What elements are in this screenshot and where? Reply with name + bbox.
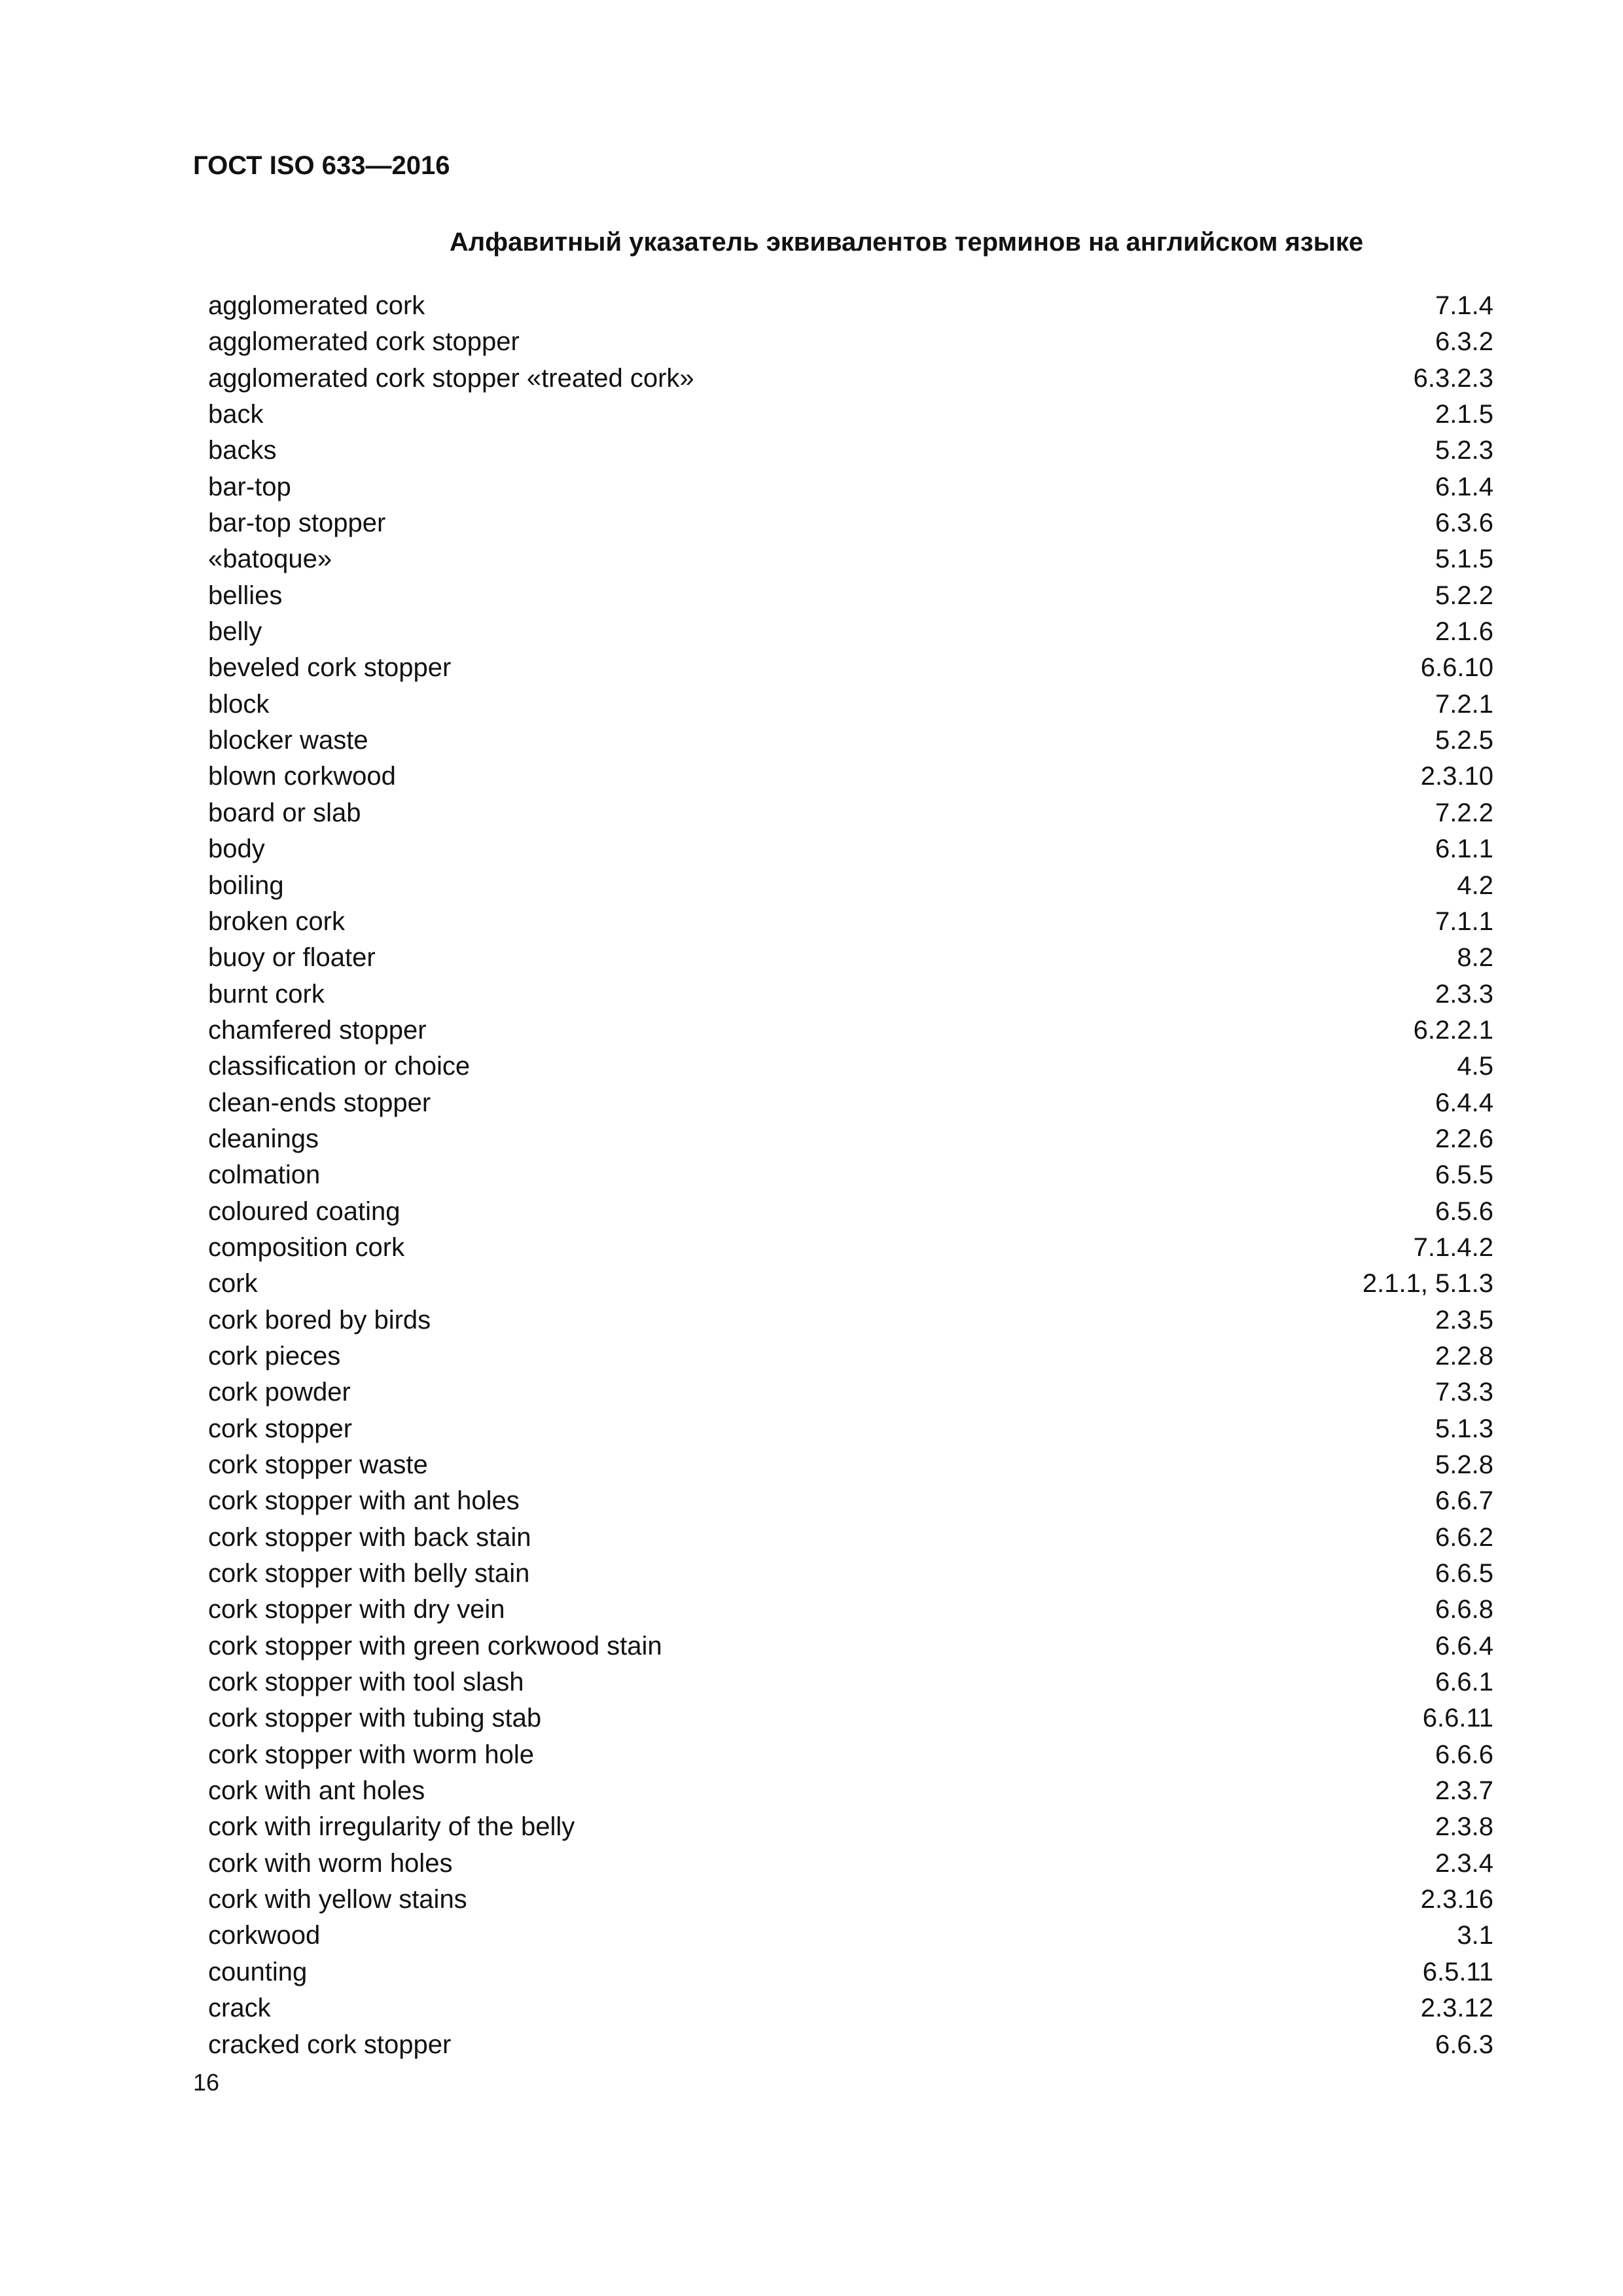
index-term: backs (208, 436, 277, 465)
index-entry (208, 1483, 1493, 1519)
index-reference: 6.2.2.1 (1413, 1015, 1493, 1045)
index-reference: 5.2.5 (1435, 726, 1493, 755)
index-reference: 2.1.5 (1435, 400, 1493, 429)
index-term: agglomerated cork stopper «treated cork» (208, 363, 694, 393)
index-entry (208, 541, 1493, 577)
index-term: burnt cork (208, 979, 325, 1009)
index-term: cork with yellow stains (208, 1885, 467, 1914)
index-term: cork stopper with belly stain (208, 1559, 530, 1588)
index-reference: 5.2.2 (1435, 581, 1493, 610)
index-entry (208, 1266, 1493, 1302)
index-reference: 6.6.2 (1435, 1522, 1493, 1552)
index-reference: 6.6.7 (1435, 1486, 1493, 1516)
index-entry (208, 1230, 1493, 1266)
index-entry (208, 1520, 1493, 1556)
index-entry (208, 469, 1493, 505)
index-reference: 7.1.1 (1435, 906, 1493, 936)
index-term: cracked cork stopper (208, 2030, 452, 2059)
index-reference: 2.3.7 (1435, 1776, 1493, 1806)
index-entry (208, 614, 1493, 650)
index-reference: 2.1.1, 5.1.3 (1362, 1269, 1493, 1299)
index-reference: 5.2.3 (1435, 436, 1493, 465)
index-reference: 7.1.4.2 (1413, 1232, 1493, 1262)
index-entry (208, 1157, 1493, 1193)
index-entry (208, 324, 1493, 360)
index-reference: 2.2.6 (1435, 1124, 1493, 1153)
index-reference: 2.1.6 (1435, 617, 1493, 647)
index-entry (208, 759, 1493, 795)
index-term: board or slab (208, 798, 361, 827)
index-term: counting (208, 1957, 308, 1986)
index-entry (208, 1809, 1493, 1845)
index-reference: 7.2.2 (1435, 798, 1493, 827)
index-entry (208, 397, 1493, 433)
index-reference: 6.6.4 (1435, 1631, 1493, 1660)
index-entry (208, 1918, 1493, 1954)
index-term: crack (208, 1994, 271, 2023)
index-term: cork with ant holes (208, 1776, 425, 1806)
index-term: classification or choice (208, 1052, 471, 1081)
index-term: belly (208, 617, 262, 647)
index-entry (208, 1374, 1493, 1410)
index-term: cork stopper with back stain (208, 1522, 531, 1552)
index-entry (208, 868, 1493, 904)
index-entry (208, 1990, 1493, 2026)
index-entry (208, 578, 1493, 614)
index-term: cleanings (208, 1124, 319, 1153)
index-entry (208, 1302, 1493, 1338)
index-reference: 2.3.5 (1435, 1305, 1493, 1335)
index-entry (208, 1556, 1493, 1592)
index-term: cork with irregularity of the belly (208, 1812, 575, 1842)
index-term: cork stopper with tubing stab (208, 1704, 542, 1733)
index-term: cork stopper with green corkwood stain (208, 1631, 662, 1660)
index-reference: 6.6.1 (1435, 1668, 1493, 1697)
index-reference: 6.6.5 (1435, 1559, 1493, 1588)
index-term: cork pieces (208, 1341, 341, 1371)
index-reference: 6.5.5 (1435, 1160, 1493, 1190)
index-entry (208, 1628, 1493, 1664)
index-entry (208, 831, 1493, 867)
index-reference: 6.6.3 (1435, 2030, 1493, 2059)
index-term: composition cork (208, 1232, 405, 1262)
index-entry (208, 940, 1493, 976)
index-entry (208, 1737, 1493, 1773)
index-entry (208, 1194, 1493, 1230)
index-reference: 3.1 (1457, 1921, 1493, 1950)
index-reference: 6.6.6 (1435, 1740, 1493, 1769)
index-term: cork stopper with tool slash (208, 1668, 524, 1697)
index-reference: 6.3.2.3 (1413, 363, 1493, 393)
index-term: back (208, 400, 264, 429)
index-term: clean-ends stopper (208, 1088, 431, 1117)
index-term: beveled cork stopper (208, 653, 452, 683)
index-reference: 7.2.1 (1435, 689, 1493, 719)
index-term: block (208, 689, 270, 719)
index-reference: 6.6.10 (1420, 653, 1493, 683)
index-term: cork bored by birds (208, 1305, 431, 1335)
index-entry (208, 1592, 1493, 1628)
index-reference: 6.1.4 (1435, 472, 1493, 501)
index-reference: 2.3.10 (1420, 762, 1493, 791)
index-list (208, 288, 1493, 2063)
index-term: corkwood (208, 1921, 321, 1950)
index-entry (208, 1664, 1493, 1700)
index-term: cork with worm holes (208, 1848, 453, 1878)
index-entry (208, 361, 1493, 397)
index-reference: 4.5 (1457, 1052, 1493, 1081)
index-entry (208, 650, 1493, 686)
index-term: agglomerated cork stopper (208, 327, 520, 357)
index-entry (208, 2027, 1493, 2063)
index-reference: 2.3.3 (1435, 979, 1493, 1009)
index-reference: 5.2.8 (1435, 1450, 1493, 1479)
index-term: blocker waste (208, 726, 368, 755)
index-entry (208, 723, 1493, 759)
index-entry (208, 687, 1493, 723)
index-reference: 2.3.4 (1435, 1848, 1493, 1878)
index-term: chamfered stopper (208, 1015, 427, 1045)
index-reference: 7.3.3 (1435, 1378, 1493, 1407)
index-entry (208, 1085, 1493, 1121)
index-reference: 6.4.4 (1435, 1088, 1493, 1117)
index-entry (208, 1447, 1493, 1483)
index-reference: 2.3.12 (1420, 1994, 1493, 2023)
index-reference: 6.5.11 (1422, 1957, 1493, 1986)
index-entry (208, 1338, 1493, 1374)
index-reference: 4.2 (1457, 870, 1493, 900)
index-reference: 5.1.5 (1435, 545, 1493, 574)
index-entry (208, 1411, 1493, 1447)
index-entry (208, 1049, 1493, 1085)
index-term: body (208, 834, 265, 864)
index-entry (208, 1954, 1493, 1990)
index-entry (208, 1882, 1493, 1918)
index-term: cork stopper (208, 1414, 353, 1443)
index-term: cork stopper with worm hole (208, 1740, 534, 1769)
index-term: «batoque» (208, 545, 332, 574)
index-entry (208, 433, 1493, 469)
index-entry (208, 1121, 1493, 1157)
index-term: bellies (208, 581, 283, 610)
index-term: colmation (208, 1160, 321, 1190)
index-reference: 8.2 (1457, 943, 1493, 973)
index-reference: 2.2.8 (1435, 1341, 1493, 1371)
index-term: bar-top (208, 472, 291, 501)
index-reference: 5.1.3 (1435, 1414, 1493, 1443)
index-term: boiling (208, 870, 284, 900)
index-entry (208, 977, 1493, 1013)
index-reference: 2.3.8 (1435, 1812, 1493, 1842)
index-reference: 6.3.6 (1435, 509, 1493, 538)
index-entry (208, 795, 1493, 831)
document-code: ГОСТ ISO 633—2016 (193, 151, 450, 180)
index-entry (208, 288, 1493, 324)
index-entry (208, 1846, 1493, 1882)
index-term: coloured coating (208, 1196, 401, 1226)
index-entry (208, 1013, 1493, 1049)
index-term: cork powder (208, 1378, 351, 1407)
index-term: agglomerated cork (208, 291, 425, 320)
index-term: cork (208, 1269, 258, 1299)
index-reference: 6.3.2 (1435, 327, 1493, 357)
page-number: 16 (193, 2069, 220, 2096)
index-entry (208, 1773, 1493, 1809)
index-term: broken cork (208, 906, 345, 936)
index-term: cork stopper with dry vein (208, 1595, 505, 1624)
index-reference: 6.6.11 (1422, 1704, 1493, 1733)
index-entry (208, 904, 1493, 940)
index-term: buoy or floater (208, 943, 376, 973)
index-reference: 6.5.6 (1435, 1196, 1493, 1226)
index-reference: 7.1.4 (1435, 291, 1493, 320)
index-term: blown corkwood (208, 762, 396, 791)
index-entry (208, 505, 1493, 541)
index-term: bar-top stopper (208, 509, 386, 538)
index-reference: 6.1.1 (1435, 834, 1493, 864)
index-entry (208, 1700, 1493, 1736)
index-reference: 6.6.8 (1435, 1595, 1493, 1624)
index-term: cork stopper with ant holes (208, 1486, 520, 1516)
index-title: Алфавитный указатель эквивалентов терминов на английском языке (449, 228, 1364, 257)
index-term: cork stopper waste (208, 1450, 428, 1479)
index-reference: 2.3.16 (1420, 1885, 1493, 1914)
